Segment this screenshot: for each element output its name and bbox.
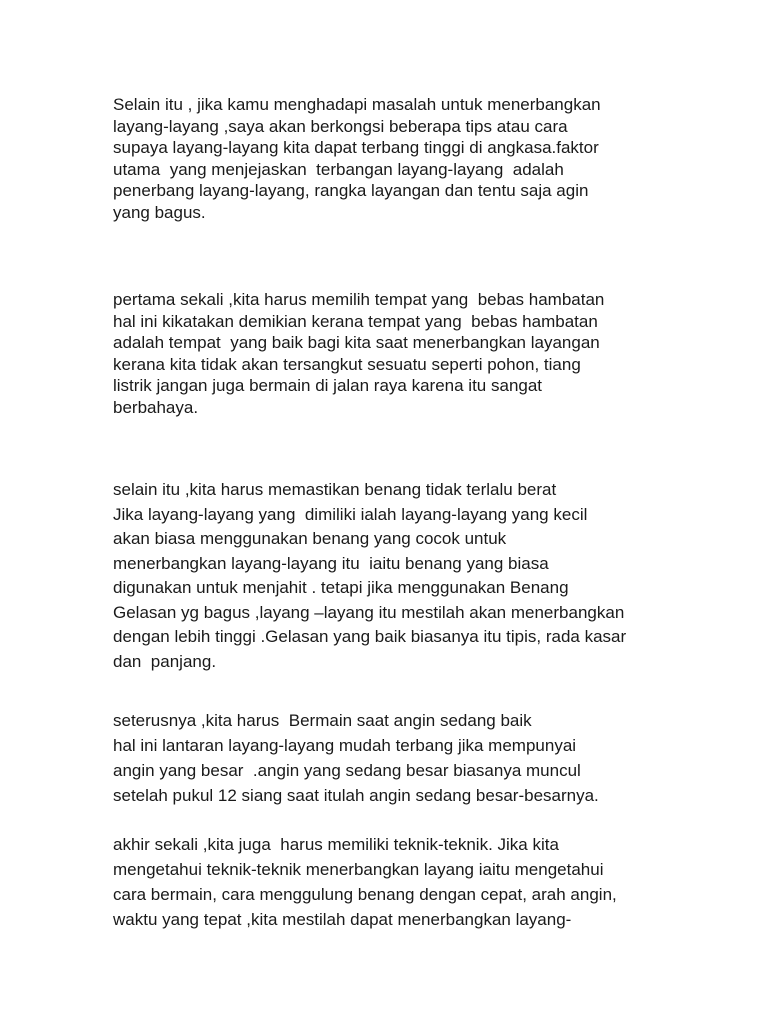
text-line: adalah tempat yang baik bagi kita saat menerbangkan layangan	[113, 333, 600, 352]
text-line: mengetahui teknik-teknik menerbangkan layang iaitu mengetahui	[113, 860, 604, 879]
text-line: listrik jangan juga bermain di jalan raya karena itu sangat	[113, 376, 543, 395]
text-line: seterusnya ,kita harus Bermain saat angin sedang baik	[113, 711, 532, 730]
text-line: pertama sekali ,kita harus memilih tempat yang bebas hambatan	[113, 290, 605, 309]
text-line: akan biasa menggunakan benang yang cocok untuk	[113, 529, 507, 548]
text-line: layang-layang ,saya akan berkongsi beberapa tips atau cara	[113, 116, 568, 136]
text-line: angin yang besar .angin yang sedang besar biasanya muncul	[113, 761, 581, 780]
text-line: dan panjang.	[113, 651, 217, 671]
text-line: utama yang menjejaskan terbangan layang-layang adalah	[113, 159, 564, 179]
text-line: Selain itu , jika kamu menghadapi masalah untuk menerbangkan	[113, 95, 601, 114]
text-line: kerana kita tidak akan tersangkut sesuatu seperti pohon, tiang	[113, 354, 581, 374]
text-line: penerbang layang-layang, rangka layangan dan tentu saja agin	[113, 181, 589, 200]
paragraph-technique-tip	[113, 832, 753, 932]
text-line: akhir sekali ,kita juga harus memiliki teknik-teknik. Jika kita	[113, 835, 559, 854]
text-line: setelah pukul 12 siang saat itulah angin sedang besar-besarnya.	[113, 786, 599, 805]
text-line: selain itu ,kita harus memastikan benang tidak terlalu berat	[113, 480, 557, 499]
text-line: berbahaya.	[113, 397, 199, 417]
text-line: yang bagus.	[113, 202, 206, 222]
text-line: dengan lebih tinggi .Gelasan yang baik biasanya itu tipis, rada kasar	[113, 627, 627, 646]
text-line: hal ini lantaran layang-layang mudah terbang jika mempunyai	[113, 736, 577, 755]
paragraph-thread-tip	[113, 478, 753, 674]
text-line: menerbangkan layang-layang itu iaitu benang yang biasa	[113, 553, 549, 573]
text-line: Gelasan yg bagus ,layang –layang itu mestilah akan menerbangkan	[113, 602, 625, 622]
paragraph-wind-tip	[113, 708, 753, 808]
text-line: Jika layang-layang yang dimiliki ialah layang-layang yang kecil	[113, 504, 588, 524]
text-line: cara bermain, cara menggulung benang dengan cepat, arah angin,	[113, 885, 617, 904]
text-line: hal ini kikatakan demikian kerana tempat yang bebas hambatan	[113, 311, 598, 331]
text-line: supaya layang-layang kita dapat terbang tinggi di angkasa.faktor	[113, 138, 599, 157]
paragraph-location-tip	[113, 289, 753, 418]
text-line: waktu yang tepat ,kita mestilah dapat menerbangkan layang-	[113, 910, 572, 929]
paragraph-intro	[113, 94, 753, 223]
text-line: digunakan untuk menjahit . tetapi jika menggunakan Benang	[113, 578, 569, 597]
